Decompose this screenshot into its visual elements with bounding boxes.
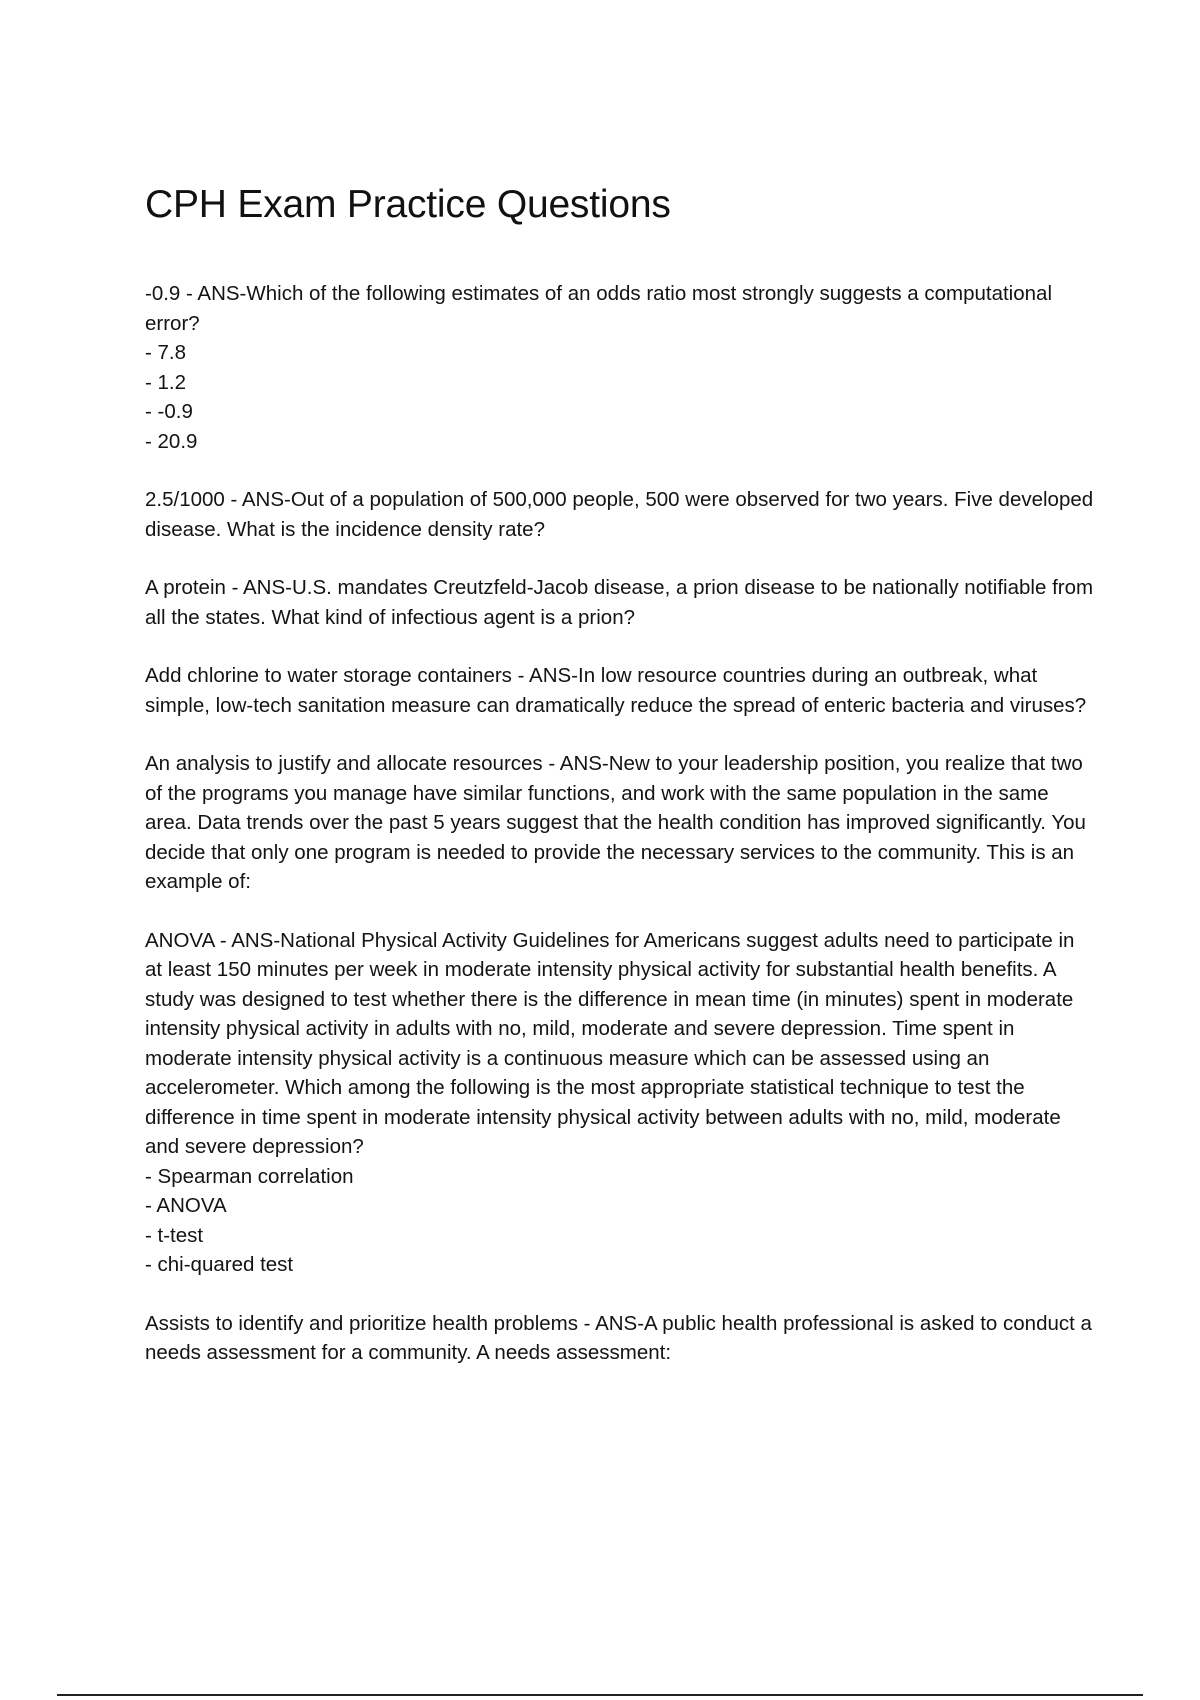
question-text: 2.5/1000 - ANS-Out of a population of 500,000 people, 500 were observed for two years. Five developed disease. What is the incidence density rate? xyxy=(145,488,1094,541)
answer-option: - 1.2 xyxy=(145,370,187,394)
question-entry-2 xyxy=(145,485,1095,544)
question-text: A protein - ANS-U.S. mandates Creutzfeld-Jacob disease, a prion disease to be nationally notifiable from all the states. What kind of infectious agent is a prion? xyxy=(145,576,1094,629)
answer-option: - Spearman correlation xyxy=(145,1164,354,1188)
question-entry-5 xyxy=(145,749,1095,897)
question-entry-1 xyxy=(145,279,1095,456)
answer-option: - ANOVA xyxy=(145,1194,227,1217)
answer-option: - -0.9 xyxy=(145,400,193,423)
question-text: -0.9 - ANS-Which of the following estimates of an odds ratio most strongly suggests a computational error? xyxy=(145,282,1052,335)
question-text: Add chlorine to water storage containers - ANS-In low resource countries during an outbreak, what simple, low-tech sanitation measure can dramatically reduce the spread of enteric bacteria and viruses? xyxy=(145,664,1087,717)
answer-option: - chi-quared test xyxy=(145,1253,294,1276)
answer-option: - t-test xyxy=(145,1223,204,1247)
question-entry-3 xyxy=(145,573,1095,632)
page-title: CPH Exam Practice Questions xyxy=(145,183,671,226)
question-entry-6 xyxy=(145,926,1095,1280)
answer-option: - 7.8 xyxy=(145,341,187,364)
footer-divider xyxy=(57,1694,1143,1696)
question-entry-4 xyxy=(145,661,1095,720)
question-list xyxy=(145,279,1095,1397)
question-text: ANOVA - ANS-National Physical Activity Guidelines for Americans suggest adults need to participate in at least 150 minutes per week in moderate intensity physical activity for substantial health benefits. A study was designed to test whether there is the difference in mean time (in minutes) spent in moderate intensity physical activity in adults with no, mild, moderate and severe depression. Time spent in moderate intensity physical activity is a continuous measure which can be assessed using an accelerometer. Which among the following is the most appropriate statistical technique to test the difference in time spent in moderate intensity physical activity between adults with no, mild, moderate and severe depression? xyxy=(145,928,1075,1158)
question-entry-7 xyxy=(145,1309,1095,1368)
question-text: An analysis to justify and allocate resources - ANS-New to your leadership position, you realize that two of the programs you manage have similar functions, and work with the same population in the same area. Data trends over the past 5 years suggest that the health condition has improved significantly. You decide that only one program is needed to provide the necessary services to the community. This is an example of: xyxy=(145,752,1086,893)
question-text: Assists to identify and prioritize health problems - ANS-A public health professional is asked to conduct a needs assessment for a community. A needs assessment: xyxy=(145,1311,1092,1364)
answer-option: - 20.9 xyxy=(145,429,198,453)
